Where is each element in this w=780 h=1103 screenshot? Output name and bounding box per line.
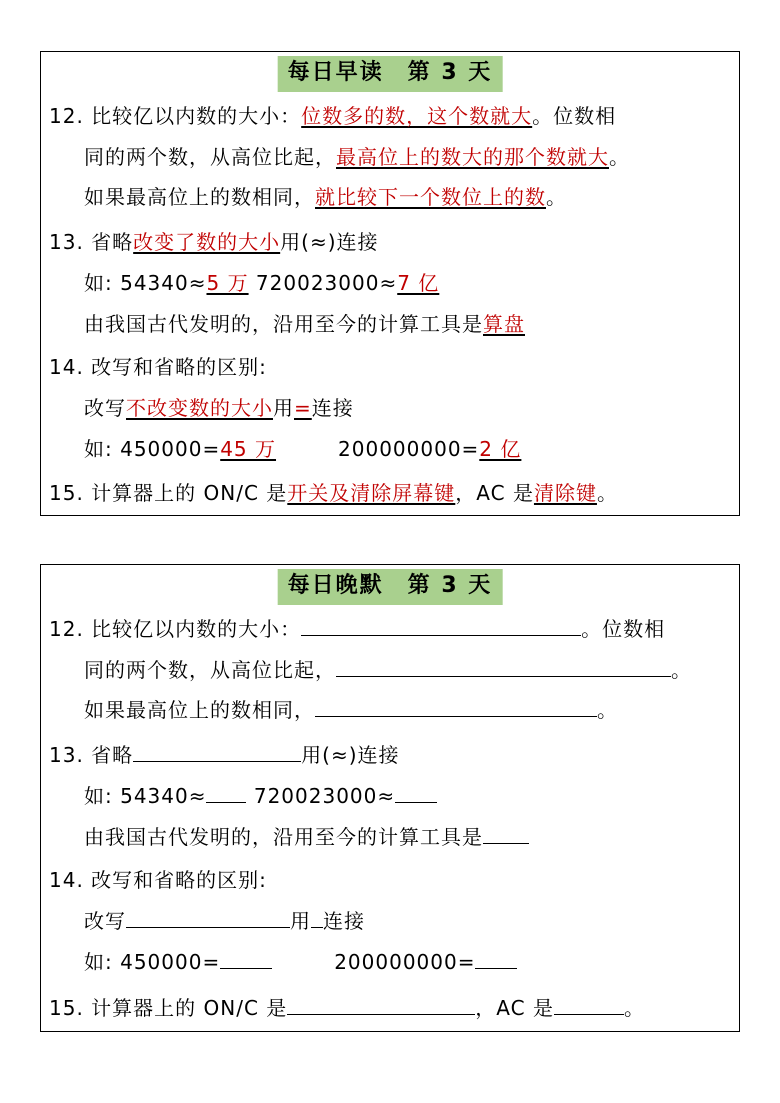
q14-number: 14.	[49, 868, 84, 892]
q14-text: 改写和省略的区别:	[91, 868, 267, 892]
q15-text: 计算器上的 ON/C 是	[91, 481, 288, 505]
q14-text: 200000000=	[334, 950, 476, 974]
q14-line-3	[41, 948, 739, 976]
q15-blank-1[interactable]	[287, 994, 475, 1015]
q14-line-1	[41, 866, 739, 894]
q14-text: 改写和省略的区别:	[91, 355, 267, 379]
q14-line-3	[41, 435, 739, 463]
q15-answer-1: 开关及清除屏幕键	[287, 481, 456, 505]
q12-text: 。位数相	[532, 104, 617, 128]
q13-line-3	[41, 310, 739, 338]
q12-number: 12.	[49, 104, 84, 128]
q14-blank-2[interactable]	[311, 907, 323, 928]
q12-blank-1[interactable]	[301, 615, 581, 636]
q13-text: 720023000≈	[246, 784, 396, 808]
q13-text: 由我国古代发明的，沿用至今的计算工具是	[84, 312, 483, 336]
q12-line-1	[41, 102, 739, 130]
q15-text: 计算器上的 ON/C 是	[91, 996, 288, 1020]
q12-text: 比较亿以内数的大小：	[91, 617, 302, 641]
q14-answer-3: 45 万	[220, 437, 277, 461]
q12-line-2	[41, 143, 739, 171]
q14-text: 改写	[84, 909, 126, 933]
q13-blank-2[interactable]	[206, 782, 246, 803]
q13-text: 用(≈)连接	[301, 743, 400, 767]
q13-number: 13.	[49, 230, 84, 254]
q12-number: 12.	[49, 617, 84, 641]
q14-text: 200000000=	[338, 437, 480, 461]
q13-line-2	[41, 269, 739, 297]
q13-line-3	[41, 823, 739, 851]
q15-line	[41, 994, 739, 1022]
q12-text: 。	[597, 698, 618, 722]
q12-text: 同的两个数，从高位比起，	[84, 145, 336, 169]
q14-text: 用	[273, 396, 294, 420]
q14-number: 14.	[49, 355, 84, 379]
q14-text: 如: 450000=	[84, 950, 221, 974]
q15-text: ，AC 是	[455, 481, 534, 505]
q12-line-1	[41, 615, 739, 643]
q14-line-2	[41, 394, 739, 422]
q14-text: 连接	[311, 396, 354, 420]
q14-blank-4[interactable]	[475, 948, 517, 969]
morning-title: 每日早读 第 3 天	[278, 56, 503, 92]
q12-text: 。位数相	[581, 617, 666, 641]
q13-answer-2: 5 万	[206, 271, 249, 295]
q15-text: 。	[623, 996, 645, 1020]
q15-line	[41, 479, 739, 507]
q12-line-2	[41, 656, 739, 684]
q12-answer-3: 就比较下一个数位上的数	[315, 185, 546, 209]
q14-text: 改写	[84, 396, 126, 420]
q15-answer-2: 清除键	[533, 481, 597, 505]
q12-text: 如果最高位上的数相同，	[84, 185, 315, 209]
q13-line-2	[41, 782, 739, 810]
q14-blank-1[interactable]	[126, 907, 290, 928]
evening-recitation-card	[40, 564, 740, 1032]
q14-text: 连接	[323, 909, 365, 933]
q15-blank-2[interactable]	[554, 994, 624, 1015]
q14-line-1	[41, 353, 739, 381]
q13-line-1	[41, 741, 739, 769]
q13-line-1	[41, 228, 739, 256]
q12-text: 比较亿以内数的大小：	[91, 104, 302, 128]
morning-reading-card	[40, 51, 740, 516]
q15-number: 15.	[49, 996, 84, 1020]
q12-line-3	[41, 183, 739, 211]
q12-text: 。	[671, 658, 692, 682]
evening-title: 每日晚默 第 3 天	[278, 569, 503, 605]
q13-answer-4: 算盘	[483, 312, 525, 336]
q15-number: 15.	[49, 481, 84, 505]
q12-line-3	[41, 696, 739, 724]
q13-text: 省略	[91, 230, 134, 254]
q12-blank-3[interactable]	[315, 696, 597, 717]
q13-blank-1[interactable]	[133, 741, 301, 762]
q13-text: 省略	[91, 743, 134, 767]
q14-answer-1: 不改变数的大小	[126, 396, 273, 420]
q14-text: 用	[290, 909, 311, 933]
q14-answer-4: 2 亿	[479, 437, 522, 461]
q14-answer-2: =	[294, 396, 312, 420]
q15-text: 。	[596, 481, 618, 505]
q14-text: 如: 450000=	[84, 437, 221, 461]
q15-text: ，AC 是	[475, 996, 554, 1020]
q12-text: 。	[546, 185, 567, 209]
q13-text: 720023000≈	[248, 271, 398, 295]
q12-answer-2: 最高位上的数大的那个数就大	[336, 145, 609, 169]
q13-blank-3[interactable]	[395, 782, 437, 803]
q13-number: 13.	[49, 743, 84, 767]
q12-text: 如果最高位上的数相同，	[84, 698, 315, 722]
q13-text: 用(≈)连接	[280, 230, 379, 254]
q13-answer-1: 改变了数的大小	[133, 230, 281, 254]
q14-blank-3[interactable]	[220, 948, 272, 969]
q13-text: 如: 54340≈	[84, 271, 207, 295]
q12-text: 。	[609, 145, 630, 169]
q13-answer-3: 7 亿	[397, 271, 440, 295]
q12-blank-2[interactable]	[336, 656, 671, 677]
q12-answer-1: 位数多的数，这个数就大	[301, 104, 533, 128]
q12-text: 同的两个数，从高位比起，	[84, 658, 336, 682]
q13-text: 由我国古代发明的，沿用至今的计算工具是	[84, 825, 483, 849]
q14-line-2	[41, 907, 739, 935]
q13-blank-4[interactable]	[483, 823, 529, 844]
q13-text: 如: 54340≈	[84, 784, 207, 808]
